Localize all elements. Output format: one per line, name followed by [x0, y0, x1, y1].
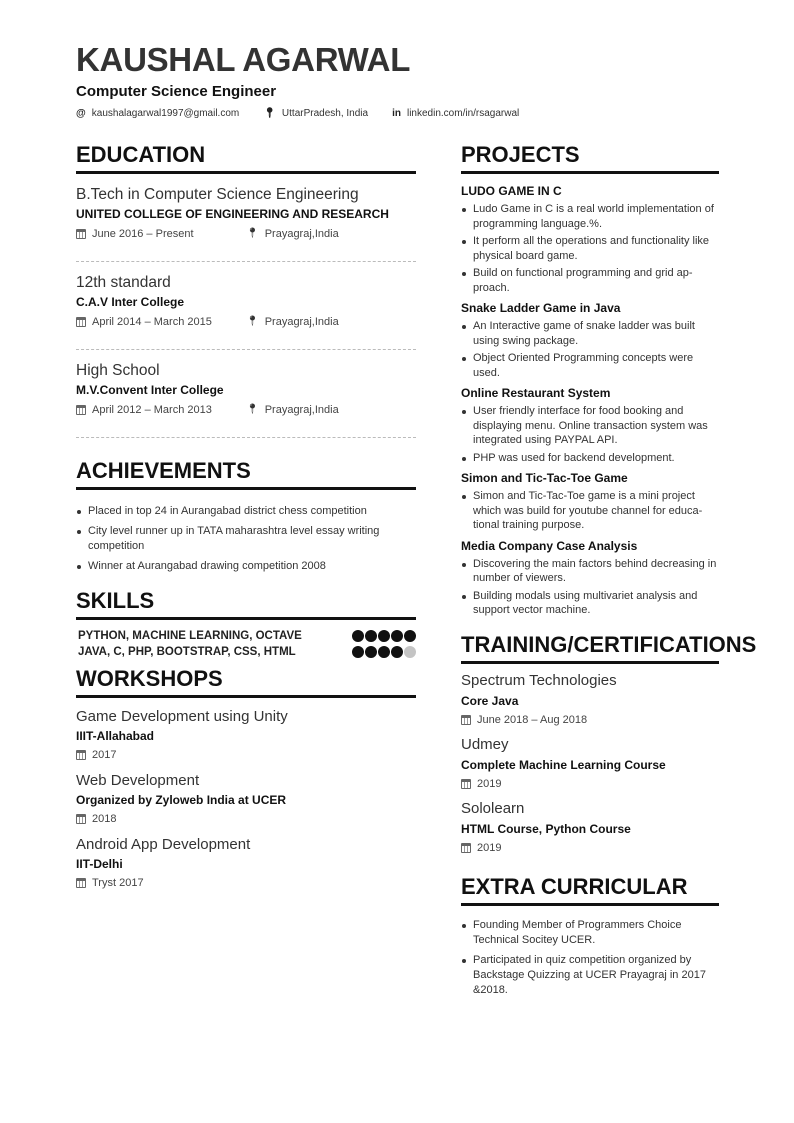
contact-bar	[76, 107, 736, 121]
calendar-icon	[76, 229, 86, 239]
institution: C.A.V Inter College	[76, 295, 185, 309]
workshop-title: Android App Development	[76, 836, 251, 853]
training-item	[461, 734, 719, 794]
skill-row	[76, 628, 416, 644]
rating-dot-filled	[365, 630, 377, 642]
education-item	[76, 174, 416, 262]
date: April 2014 – March 2015	[92, 316, 212, 328]
extra-curricular-list	[461, 918, 719, 998]
rating-dot-filled	[365, 646, 377, 658]
rating-dot-filled	[378, 646, 390, 658]
section-title: SKILLS	[76, 586, 416, 620]
section-title: TRAINING/CERTIFICATIONS	[461, 630, 719, 664]
extra-curricular-section	[461, 872, 719, 998]
project-title: Online Restaurant System	[461, 386, 611, 400]
at-icon: @	[76, 108, 86, 119]
project-bullets	[461, 557, 719, 618]
project-title: Snake Ladder Game in Java	[461, 301, 621, 315]
date: April 2012 – March 2013	[92, 404, 212, 416]
left-column	[76, 140, 416, 893]
right-column	[461, 140, 757, 1003]
rating-dot-empty	[404, 646, 416, 658]
date: June 2016 – Present	[92, 228, 194, 240]
rating-dot-filled	[378, 630, 390, 642]
project-bullets	[461, 489, 719, 533]
linkedin-text[interactable]: linkedin.com/in/rsagarwal	[406, 108, 520, 119]
contact-linkedin[interactable]	[392, 107, 519, 121]
list-item: It perform all the operations and functionality like physical board game.	[461, 234, 719, 263]
skills-section	[76, 586, 416, 660]
education-item	[76, 262, 416, 350]
training-provider: Udmey	[461, 735, 509, 753]
list-item: Founding Member of Programmers Choice Technical Socitey UCER.	[461, 918, 719, 948]
calendar-icon	[461, 715, 471, 725]
location: Prayagraj,India	[264, 404, 339, 416]
map-pin-icon: 📍︎	[246, 404, 259, 415]
location: Prayagraj,India	[264, 228, 339, 240]
rating-dot-filled	[404, 630, 416, 642]
institution: UNITED COLLEGE OF ENGINEERING AND RESEARCH	[76, 207, 389, 221]
calendar-icon	[76, 317, 86, 327]
project-title: Media Company Case Analysis	[461, 538, 638, 553]
training-section	[461, 630, 757, 858]
skill-rating	[352, 646, 416, 658]
training-course: Core Java	[461, 693, 519, 708]
contact-location	[263, 107, 368, 121]
workshop-org: IIIT-Allahabad	[76, 729, 155, 743]
projects-section	[461, 140, 719, 618]
education-section	[76, 140, 416, 438]
date: June 2018 – Aug 2018	[477, 713, 588, 726]
training-course: HTML Course, Python Course	[461, 821, 631, 836]
workshop-org: Organized by Zyloweb India at UCER	[76, 793, 287, 807]
list-item: Simon and Tic-Tac-Toe game is a mini project which was build for youtube channel for educational training purpose.	[461, 489, 719, 533]
rating-dot-filled	[391, 646, 403, 658]
achievements-list	[76, 504, 416, 574]
date: 2019	[477, 777, 502, 790]
map-pin-icon: 📍︎	[246, 316, 259, 327]
map-pin-icon: 📍︎	[246, 228, 259, 239]
list-item: An Interactive game of snake ladder was built using swing package.	[461, 319, 719, 348]
location: Prayagraj,India	[264, 316, 339, 328]
workshop-item	[76, 707, 416, 765]
calendar-icon	[76, 405, 86, 415]
map-pin-icon: 📍︎	[263, 108, 276, 119]
workshop-item	[76, 835, 416, 893]
section-title: EDUCATION	[76, 140, 416, 174]
project-bullets	[461, 404, 719, 465]
workshop-title: Game Development using Unity	[76, 708, 288, 725]
workshop-org: IIT-Delhi	[76, 857, 123, 871]
linkedin-icon: in	[392, 108, 401, 119]
degree: High School	[76, 362, 160, 379]
training-course: Complete Machine Learning Course	[461, 757, 666, 772]
project-bullets	[461, 202, 719, 295]
list-item: Building modals using multivariet analysis and support vector machine.	[461, 589, 719, 618]
candidate-title: Computer Science Engineer	[76, 83, 277, 100]
list-item: Participated in quiz competition organized by Backstage Quizzing at UCER Prayagraj in 2017 &2018.	[461, 953, 719, 998]
date: Tryst 2017	[92, 877, 144, 889]
section-title: PROJECTS	[461, 140, 719, 174]
skill-row	[76, 644, 416, 660]
list-item: Winner at Aurangabad drawing competition 2008	[76, 559, 416, 574]
calendar-icon	[461, 843, 471, 853]
workshop-item	[76, 771, 416, 829]
list-item: Placed in top 24 in Aurangabad district chess competition	[76, 504, 416, 519]
section-title: ACHIEVEMENTS	[76, 456, 416, 490]
education-item	[76, 350, 416, 438]
resume-header	[76, 40, 736, 121]
date: 2017	[92, 749, 117, 761]
project-bullets	[461, 319, 719, 380]
location-text: UttarPradesh, India	[281, 108, 369, 119]
calendar-icon	[76, 814, 86, 824]
calendar-icon	[461, 779, 471, 789]
degree: 12th standard	[76, 274, 171, 291]
candidate-name: KAUSHAL AGARWAL	[76, 41, 411, 78]
calendar-icon	[76, 750, 86, 760]
date: 2018	[92, 813, 117, 825]
workshop-title: Web Development	[76, 772, 200, 789]
date: 2019	[477, 841, 502, 854]
section-title: EXTRA CURRICULAR	[461, 872, 719, 906]
project-title: Simon and Tic-Tac-Toe Game	[461, 471, 628, 485]
skill-rating	[352, 630, 416, 642]
skill-name: JAVA, C, PHP, BOOTSTRAP, CSS, HTML	[78, 646, 296, 658]
training-provider: Spectrum Technologies	[461, 671, 617, 689]
training-provider: Sololearn	[461, 799, 525, 817]
contact-email[interactable]	[76, 107, 239, 121]
workshops-section	[76, 664, 416, 893]
training-item	[461, 798, 719, 858]
list-item: City level runner up in TATA maharashtra level essay writing competition	[76, 524, 416, 554]
email-text[interactable]: kaushalagarwal1997@gmail.com	[91, 108, 240, 119]
list-item: Discovering the main factors behind decreasing in number of viewers.	[461, 557, 719, 586]
degree: B.Tech in Computer Science Engineering	[76, 186, 359, 203]
rating-dot-filled	[391, 630, 403, 642]
list-item: User friendly interface for food booking and displaying menu. Online transaction system was integrated using PAYPAL API.	[461, 404, 719, 448]
list-item: PHP was used for backend development.	[461, 451, 719, 466]
rating-dot-filled	[352, 646, 364, 658]
rating-dot-filled	[352, 630, 364, 642]
institution: M.V.Convent Inter College	[76, 383, 224, 397]
list-item: Ludo Game in C is a real world implementation of programming language.%.	[461, 202, 719, 231]
project-title: LUDO GAME IN C	[461, 184, 562, 198]
list-item: Build on functional programming and grid approach.	[461, 266, 719, 295]
list-item: Object Oriented Programming concepts were used.	[461, 351, 719, 380]
section-title: WORKSHOPS	[76, 664, 416, 698]
achievements-section	[76, 456, 416, 574]
calendar-icon	[76, 878, 86, 888]
training-item	[461, 670, 719, 730]
skill-name: PYTHON, MACHINE LEARNING, OCTAVE	[78, 630, 302, 642]
